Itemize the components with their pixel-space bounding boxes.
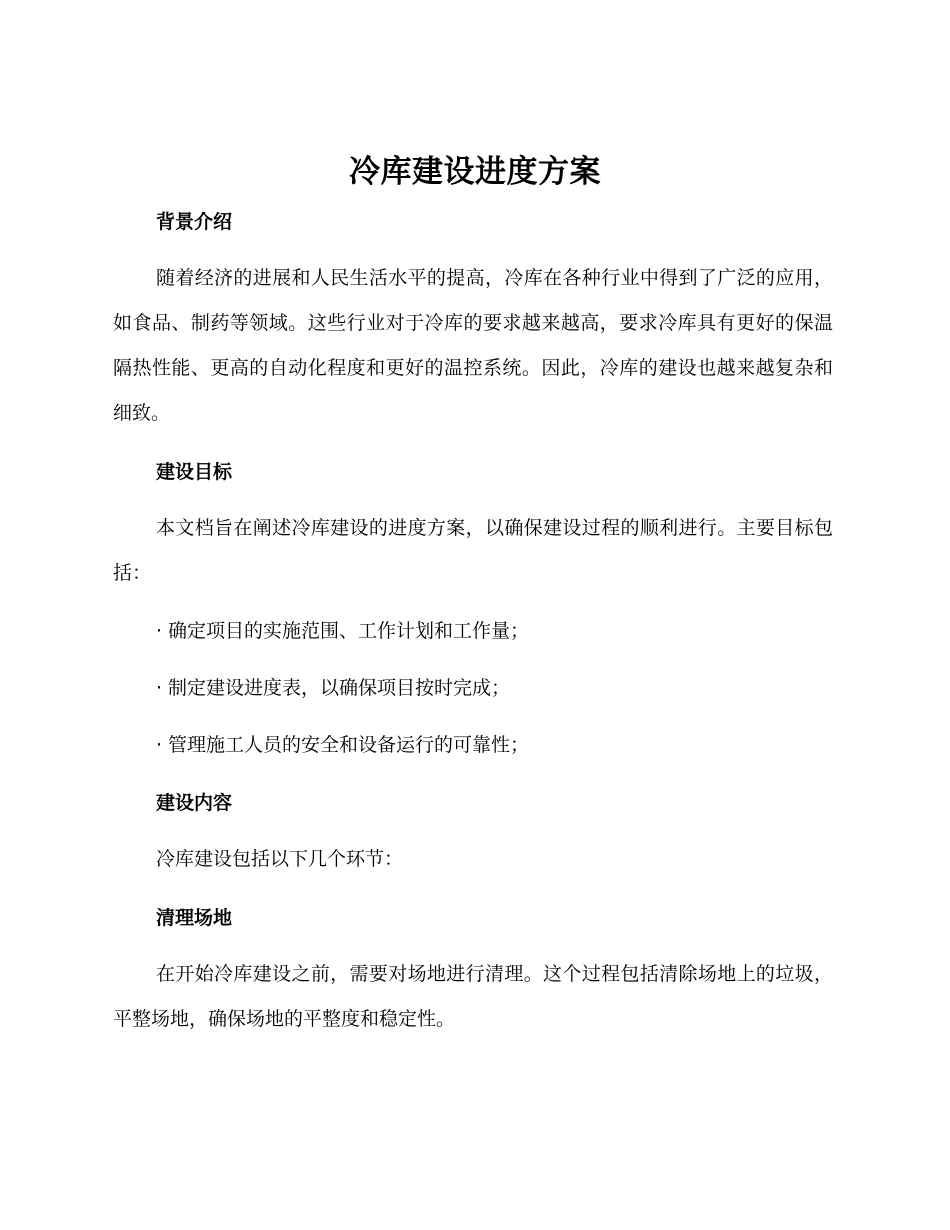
bullet-marker: · xyxy=(156,620,163,642)
heading-background: 背景介绍 xyxy=(156,211,233,233)
bullet-item-3 xyxy=(156,732,529,758)
heading-site-clearing: 清理场地 xyxy=(156,907,233,929)
heading-goals: 建设目标 xyxy=(156,461,233,483)
bullet-item-1 xyxy=(156,618,529,644)
bullet-text: 确定项目的实施范围、工作计划和工作量； xyxy=(168,620,530,642)
bullet-item-2 xyxy=(156,675,510,701)
bullet-text: 管理施工人员的安全和设备运行的可靠性； xyxy=(168,734,530,756)
bullet-text: 制定建设进度表，以确保项目按时完成； xyxy=(168,677,511,699)
paragraph-background: 随着经济的进展和人民生活水平的提高，冷库在各种行业中得到了广泛的应用，如食品、制药等领域。这些行业对于冷库的要求越来越高，要求冷库具有更好的保温隔热性能、更高的自动化程度和更好的温控系统。因此，冷库的建设也越来越复杂和细致。 xyxy=(113,267,833,424)
heading-content: 建设内容 xyxy=(156,792,233,814)
paragraph-site-clearing: 在开始冷库建设之前，需要对场地进行清理。这个过程包括清除场地上的垃圾，平整场地，确保场地的平整度和稳定性。 xyxy=(113,963,833,1030)
bullet-marker: · xyxy=(156,734,163,756)
bullet-marker: · xyxy=(156,677,163,699)
document-title: 冷库建设进度方案 xyxy=(349,154,601,190)
paragraph-goals: 本文档旨在阐述冷库建设的进度方案，以确保建设过程的顺利进行。主要目标包括： xyxy=(113,517,833,584)
paragraph-content: 冷库建设包括以下几个环节： xyxy=(156,848,404,870)
